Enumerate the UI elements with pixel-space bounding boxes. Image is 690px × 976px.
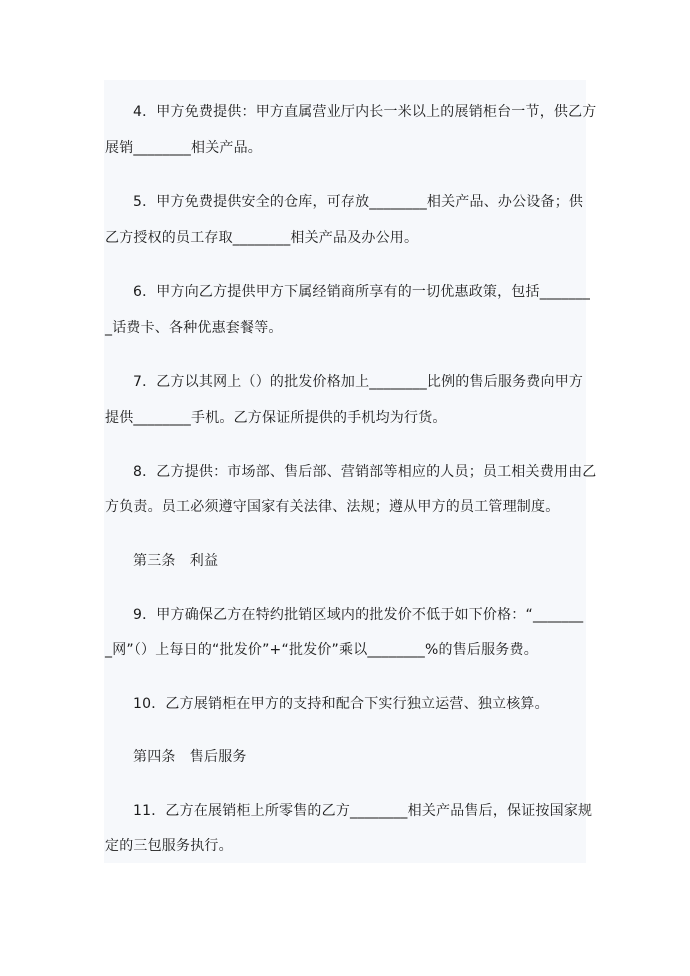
clause-4-line-2: 展销________相关产品。: [105, 140, 262, 156]
clause-6-line-1: 6．甲方向乙方提供甲方下属经销商所享有的一切优惠政策，包括_______: [133, 284, 591, 300]
clause-11-line-1: 11．乙方在展销柜上所零售的乙方________相关产品售后，保证按国家规: [133, 803, 593, 819]
clause-9-line-2: _网”（）上每日的“批发价”+“批发价”乘以________%的售后服务费。: [105, 642, 538, 658]
clause-5-line-1: 5．甲方免费提供安全的仓库，可存放________相关产品、办公设备；供: [133, 194, 584, 210]
clause-8-line-2: 方负责。员工必须遵守国家有关法律、法规；遵从甲方的员工管理制度。: [105, 499, 560, 515]
section-4-heading: 第四条 售后服务: [133, 749, 247, 765]
clause-6-line-2: _话费卡、各种优惠套餐等。: [105, 320, 283, 336]
clause-9-line-1: 9．甲方确保乙方在特约批销区域内的批发价不低于如下价格：“_______: [133, 607, 584, 623]
clause-8-line-1: 8．乙方提供：市场部、售后部、营销部等相应的人员；员工相关费用由乙: [133, 464, 597, 480]
clause-11-line-2: 定的三包服务执行。: [105, 838, 233, 854]
clause-10-line-1: 10．乙方展销柜在甲方的支持和配合下实行独立运营、独立核算。: [133, 696, 549, 712]
clause-4-line-1: 4．甲方免费提供：甲方直属营业厅内长一米以上的展销柜台一节，供乙方: [133, 104, 597, 120]
section-3-heading: 第三条 利益: [133, 553, 219, 569]
clause-7-line-1: 7．乙方以其网上（）的批发价格加上________比例的售后服务费向甲方: [133, 374, 584, 390]
clause-7-line-2: 提供________手机。乙方保证所提供的手机均为行货。: [105, 410, 447, 426]
clause-5-line-2: 乙方授权的员工存取________相关产品及办公用。: [105, 230, 419, 246]
